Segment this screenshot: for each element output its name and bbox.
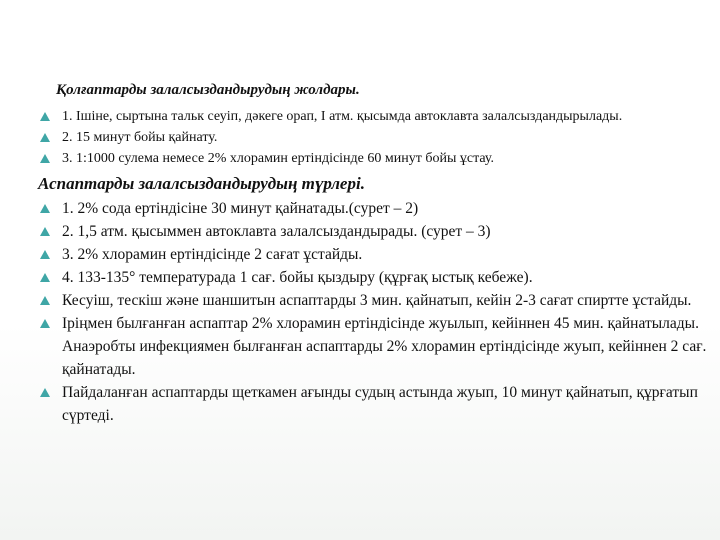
triangle-bullet-icon <box>40 227 50 236</box>
triangle-bullet-icon <box>40 250 50 259</box>
triangle-bullet-icon <box>40 273 50 282</box>
list-item <box>38 148 708 169</box>
list-item-text: Іріңмен былғанған аспаптар 2% хлорамин ертіндісінде жуылып, кейіннен 45 мин. қайнатылады. Анаэробты инфекциямен былғанған аспаптарды 2% хлорамин ертіндісінде жуып, кейіннен 2 сағ. қайнатады. <box>62 315 707 378</box>
instruments-heading: Аспаптарды залалсыздандырудың түрлері. <box>38 174 365 193</box>
gloves-heading: Қолғаптарды залалсыздандырудың жолдары. <box>56 82 360 98</box>
list-item-text: 4. 133-135° температурада 1 сағ. бойы қыздыру (құрғақ ыстық кебеже). <box>62 269 533 286</box>
list-item <box>38 312 708 381</box>
slide-content <box>38 80 708 427</box>
list-item-text: 1. Ішіне, сыртына тальк сеуіп, дәкеге орап, I атм. қысымда автоклавта залалсыздандырылады. <box>62 109 623 124</box>
list-item-text: 2. 1,5 атм. қысыммен автоклавта залалсыздандырады. (сурет – 3) <box>62 223 491 240</box>
list-item-text: 2. 15 минут бойы қайнату. <box>62 130 218 145</box>
list-item <box>38 127 708 148</box>
list-item <box>38 220 708 243</box>
triangle-bullet-icon <box>40 319 50 328</box>
triangle-bullet-icon <box>40 154 50 163</box>
list-item <box>38 381 708 427</box>
list-item-text: 3. 2% хлорамин ертіндісінде 2 сағат ұстайды. <box>62 246 363 263</box>
list-item <box>38 289 708 312</box>
list-item <box>38 243 708 266</box>
list-item <box>38 106 708 127</box>
list-item-text: 3. 1:1000 сулема немесе 2% хлорамин ертіндісінде 60 минут бойы ұстау. <box>62 151 494 166</box>
list-item-text: 1. 2% сода ертіндісіне 30 минут қайнатады.(сурет – 2) <box>62 200 419 217</box>
triangle-bullet-icon <box>40 204 50 213</box>
triangle-bullet-icon <box>40 296 50 305</box>
list-item <box>38 197 708 220</box>
gloves-list <box>38 106 708 169</box>
triangle-bullet-icon <box>40 388 50 397</box>
triangle-bullet-icon <box>40 133 50 142</box>
list-item-text: Кесуіш, тескіш және шаншитын аспаптарды 3 мин. қайнатып, кейін 2-3 сағат спиртте ұстайды. <box>62 292 692 309</box>
list-item <box>38 266 708 289</box>
list-item-text: Пайдаланған аспаптарды щеткамен ағынды судың астында жуып, 10 минут қайнатып, құрғатып сүртеді. <box>62 384 698 424</box>
instruments-list <box>38 197 708 427</box>
triangle-bullet-icon <box>40 112 50 121</box>
